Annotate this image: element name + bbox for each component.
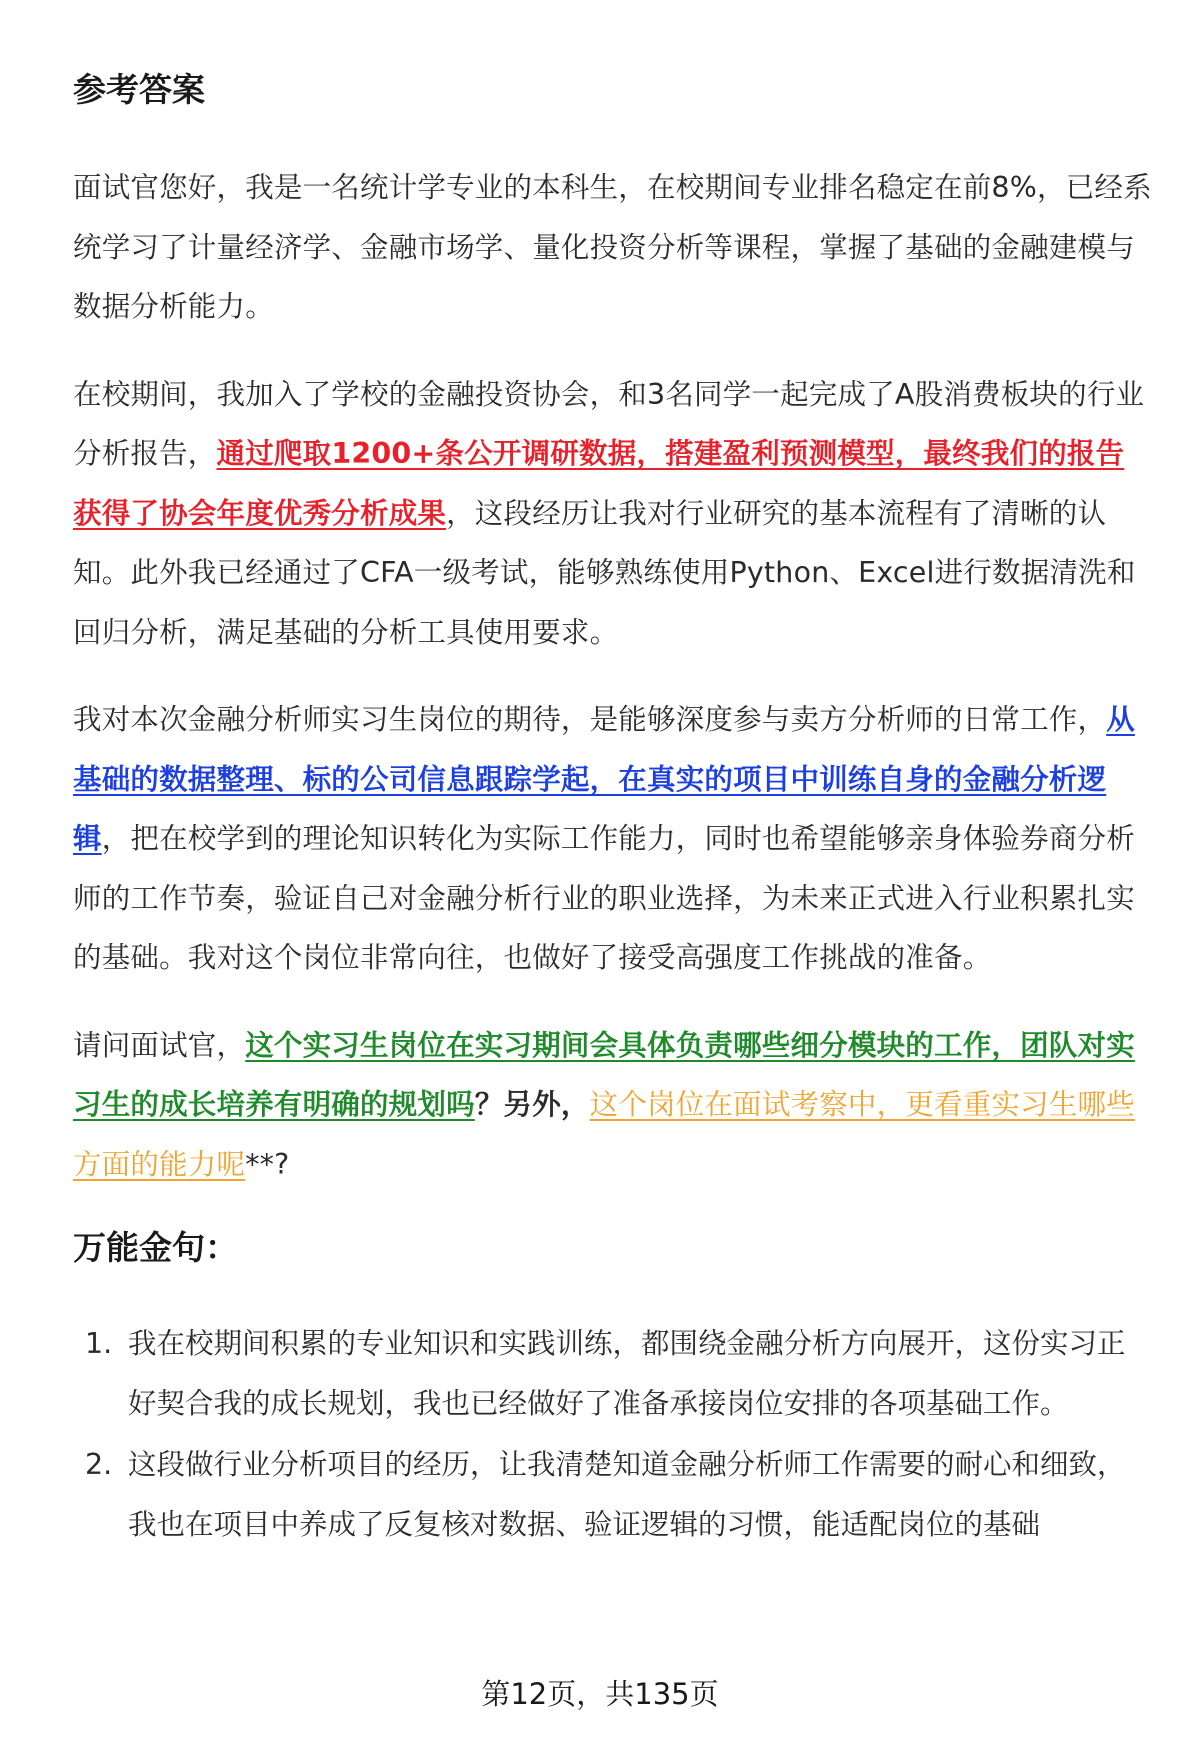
section-heading-phrases: 万能金句： — [73, 1228, 238, 1267]
page-number-footer: 第12页，共135页 — [481, 1677, 719, 1711]
highlight-red-achievement: 通过爬取1200+条公开调研数据，搭建盈利预测模型，最终我们的报告获得了协会年度优秀分析成果 — [73, 437, 1125, 530]
highlight-orange-question: 这个岗位在面试考察中，更看重实习生哪些方面的能力呢 — [73, 1088, 1135, 1181]
paragraph-question — [73, 1016, 1153, 1195]
question-connector: ？另外， — [474, 1088, 590, 1121]
list-item-text: 我在校期间积累的专业知识和实践训练，都围绕金融分析方向展开，这份实习正好契合我的成长规划，我也已经做好了准备承接岗位安排的各项基础工作。 — [128, 1327, 1126, 1420]
paragraph-expectation — [73, 690, 1153, 988]
paragraph-question-text-a: 请问面试官， — [73, 1028, 246, 1062]
paragraph-expectation-text-a: 我对本次金融分析师实习生岗位的期待，是能够深度参与卖方分析师的日常工作， — [73, 703, 1107, 736]
section-heading-answer: 参考答案 — [73, 70, 205, 109]
list-item — [73, 1435, 1153, 1554]
paragraph-experience-text-b: ，这段经历让我对行业研究的基本流程有了清晰的认知。此外我已经通过了CFA一级考试，能够熟练使用Python、Excel进行数据清洗和回归分析，满足基础的分析工具使用要求。 — [73, 496, 1136, 649]
phrases-list — [73, 1314, 1153, 1554]
paragraph-experience — [73, 365, 1153, 663]
highlight-green-question: 这个实习生岗位在实习期间会具体负责哪些细分模块的工作，团队对实习生的成长培养有明确的规划吗 — [73, 1028, 1135, 1121]
question-tail: **? — [245, 1147, 290, 1181]
list-item — [73, 1314, 1153, 1433]
paragraph-experience-text-a: 在校期间，我加入了学校的金融投资协会，和3名同学一起完成了A股消费板块的行业分析报告， — [73, 377, 1145, 470]
highlight-blue-learning-goal: 从基础的数据整理、标的公司信息跟踪学起，在真实的项目中训练自身的金融分析逻辑 — [73, 703, 1135, 855]
paragraph-intro: 面试官您好，我是一名统计学专业的本科生，在校期间专业排名稳定在前8%，已经系统学习了计量经济学、金融市场学、量化投资分析等课程，掌握了基础的金融建模与数据分析能力。 — [73, 171, 1152, 323]
paragraph-expectation-text-b: ，把在校学到的理论知识转化为实际工作能力，同时也希望能够亲身体验券商分析师的工作节奏，验证自己对金融分析行业的职业选择，为未来正式进入行业积累扎实的基础。我对这个岗位非常向往，也做好了接受高强度工作挑战的准备。 — [73, 822, 1135, 974]
list-item-text: 这段做行业分析项目的经历，让我清楚知道金融分析师工作需要的耐心和细致，我也在项目中养成了反复核对数据、验证逻辑的习惯，能适配岗位的基础 — [128, 1448, 1126, 1541]
list-item-number: 1. — [85, 1327, 113, 1360]
list-item-number: 2. — [85, 1448, 113, 1481]
document-content — [73, 70, 1153, 1556]
